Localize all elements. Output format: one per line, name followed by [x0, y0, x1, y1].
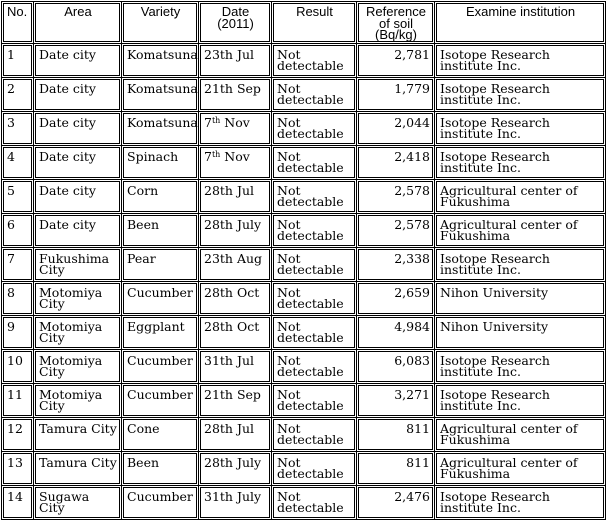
header-row: [2, 2, 606, 44]
cell-result: Not detectable: [272, 282, 357, 316]
cell-result: Not detectable: [272, 44, 357, 78]
table-row: [2, 112, 606, 146]
cell-area: Date city: [34, 112, 122, 146]
cell-result: Not detectable: [272, 452, 357, 486]
cell-no: 1: [2, 44, 34, 78]
cell-institution: Isotope Research institute Inc.: [435, 350, 606, 384]
cell-date-month: Jul: [232, 353, 255, 368]
cell-result: Not detectable: [272, 248, 357, 282]
cell-area: Date city: [34, 44, 122, 78]
cell-date: [199, 384, 272, 418]
cell-date-day: 23th: [204, 251, 233, 266]
header-area: Area: [34, 2, 122, 44]
cell-reference: 2,476: [357, 486, 435, 520]
cell-date-month: Sep: [232, 81, 261, 96]
cell-date-month: Nov: [220, 115, 250, 130]
cell-variety: Eggplant: [122, 316, 199, 350]
cell-date-day: 28th: [204, 217, 233, 232]
cell-no: 10: [2, 350, 34, 384]
table-row: [2, 180, 606, 214]
cell-reference: 2,578: [357, 180, 435, 214]
table-row: [2, 418, 606, 452]
header-variety: Variety: [122, 2, 199, 44]
table-header: [2, 2, 606, 44]
cell-area: Date city: [34, 214, 122, 248]
cell-reference: 811: [357, 452, 435, 486]
header-result: Result: [272, 2, 357, 44]
cell-date-day: 23th: [204, 47, 233, 62]
cell-institution: Agricultural center of Fukushima: [435, 180, 606, 214]
header-date-line1: Date: [221, 4, 250, 19]
cell-date: [199, 452, 272, 486]
cell-area: Date city: [34, 146, 122, 180]
cell-result: Not detectable: [272, 384, 357, 418]
cell-reference: 4,984: [357, 316, 435, 350]
cell-date: [199, 44, 272, 78]
cell-date-month: Jul: [232, 183, 255, 198]
cell-area: Motomiya City: [34, 350, 122, 384]
cell-institution: Nihon University: [435, 282, 606, 316]
cell-institution: Isotope Research institute Inc.: [435, 78, 606, 112]
cell-reference: 811: [357, 418, 435, 452]
cell-institution: Nihon University: [435, 316, 606, 350]
cell-variety: Spinach: [122, 146, 199, 180]
cell-date-day: 28th: [204, 421, 233, 436]
cell-area: Motomiya City: [34, 282, 122, 316]
cell-date: [199, 180, 272, 214]
cell-result: Not detectable: [272, 112, 357, 146]
table-body: [2, 44, 606, 520]
cell-no: 12: [2, 418, 34, 452]
cell-variety: Komatsuna: [122, 44, 199, 78]
cell-no: 13: [2, 452, 34, 486]
cell-no: 4: [2, 146, 34, 180]
cell-no: 3: [2, 112, 34, 146]
cell-date: [199, 350, 272, 384]
cell-area: Fukushima City: [34, 248, 122, 282]
cell-reference: 2,044: [357, 112, 435, 146]
cell-variety: Cucumber: [122, 384, 199, 418]
cell-date-month: Aug: [232, 251, 263, 266]
cell-date-month: July: [232, 455, 262, 470]
radioactivity-survey-table: [1, 1, 606, 520]
cell-date: [199, 146, 272, 180]
cell-date-month: Nov: [220, 149, 250, 164]
cell-date: [199, 78, 272, 112]
cell-variety: Komatsuna: [122, 112, 199, 146]
cell-result: Not detectable: [272, 418, 357, 452]
cell-institution: Agricultural center of Fukushima: [435, 214, 606, 248]
cell-institution: Isotope Research institute Inc.: [435, 112, 606, 146]
cell-date-day: 28th: [204, 285, 233, 300]
cell-no: 7: [2, 248, 34, 282]
header-reference-line2: of soil: [379, 15, 413, 31]
cell-date: [199, 214, 272, 248]
cell-date-day: 7: [204, 115, 212, 130]
cell-variety: Corn: [122, 180, 199, 214]
cell-result: Not detectable: [272, 180, 357, 214]
cell-date-day: 31th: [204, 353, 233, 368]
header-institution: Examine institution: [435, 2, 606, 44]
cell-area: Sugawa City: [34, 486, 122, 520]
cell-date-day: 7: [204, 149, 212, 164]
cell-variety: Cucumber: [122, 282, 199, 316]
cell-no: 5: [2, 180, 34, 214]
cell-date: [199, 316, 272, 350]
cell-variety: Komatsuna: [122, 78, 199, 112]
cell-date-day: 28th: [204, 319, 233, 334]
cell-institution: Isotope Research institute Inc.: [435, 384, 606, 418]
cell-variety: Pear: [122, 248, 199, 282]
cell-date: [199, 418, 272, 452]
cell-no: 14: [2, 486, 34, 520]
header-date-line2: (2011): [217, 15, 254, 31]
cell-result: Not detectable: [272, 350, 357, 384]
cell-area: Tamura City: [34, 418, 122, 452]
cell-reference: 2,781: [357, 44, 435, 78]
table-row: [2, 214, 606, 248]
cell-no: 9: [2, 316, 34, 350]
cell-no: 2: [2, 78, 34, 112]
cell-date-ordinal: th: [211, 150, 221, 159]
cell-variety: Cone: [122, 418, 199, 452]
cell-date: [199, 282, 272, 316]
cell-date-month: July: [232, 217, 262, 232]
cell-date-day: 21th: [204, 387, 233, 402]
cell-reference: 6,083: [357, 350, 435, 384]
table-row: [2, 452, 606, 486]
cell-area: Date city: [34, 78, 122, 112]
cell-date-day: 21th: [204, 81, 233, 96]
table-row: [2, 78, 606, 112]
cell-result: Not detectable: [272, 486, 357, 520]
cell-variety: Cucumber: [122, 486, 199, 520]
cell-institution: Agricultural center of Fukushima: [435, 452, 606, 486]
header-date: [199, 2, 272, 44]
cell-date: [199, 486, 272, 520]
cell-date-day: 28th: [204, 455, 233, 470]
cell-reference: 2,659: [357, 282, 435, 316]
cell-area: Date city: [34, 180, 122, 214]
cell-no: 11: [2, 384, 34, 418]
cell-result: Not detectable: [272, 316, 357, 350]
header-reference-line3: (Bq/kg): [375, 27, 417, 42]
cell-area: Motomiya City: [34, 316, 122, 350]
table-row: [2, 248, 606, 282]
cell-date: [199, 248, 272, 282]
cell-date-month: Oct: [232, 285, 260, 300]
table-row: [2, 384, 606, 418]
cell-area: Motomiya City: [34, 384, 122, 418]
cell-institution: Isotope Research institute Inc.: [435, 486, 606, 520]
cell-reference: 2,338: [357, 248, 435, 282]
cell-institution: Agricultural center of Fukushima: [435, 418, 606, 452]
header-no: No.: [2, 2, 34, 44]
cell-result: Not detectable: [272, 146, 357, 180]
cell-date: [199, 112, 272, 146]
table-row: [2, 282, 606, 316]
cell-date-ordinal: th: [211, 116, 221, 125]
cell-institution: Isotope Research institute Inc.: [435, 146, 606, 180]
cell-area: Tamura City: [34, 452, 122, 486]
cell-date-month: Oct: [232, 319, 260, 334]
table-row: [2, 146, 606, 180]
cell-reference: 2,578: [357, 214, 435, 248]
cell-date-month: Sep: [232, 387, 261, 402]
cell-date-month: July: [232, 489, 262, 504]
cell-institution: Isotope Research institute Inc.: [435, 44, 606, 78]
header-reference-line1: Reference: [366, 4, 426, 19]
cell-date-day: 31th: [204, 489, 233, 504]
header-reference: [357, 2, 435, 44]
cell-variety: Been: [122, 452, 199, 486]
cell-result: Not detectable: [272, 78, 357, 112]
cell-reference: 3,271: [357, 384, 435, 418]
table-row: [2, 316, 606, 350]
cell-no: 8: [2, 282, 34, 316]
cell-date-month: Jul: [232, 421, 255, 436]
cell-result: Not detectable: [272, 214, 357, 248]
table-row: [2, 350, 606, 384]
cell-date-day: 28th: [204, 183, 233, 198]
cell-date-month: Jul: [232, 47, 255, 62]
cell-no: 6: [2, 214, 34, 248]
cell-reference: 1,779: [357, 78, 435, 112]
cell-reference: 2,418: [357, 146, 435, 180]
table-row: [2, 44, 606, 78]
cell-variety: Been: [122, 214, 199, 248]
cell-variety: Cucumber: [122, 350, 199, 384]
cell-institution: Isotope Research institute Inc.: [435, 248, 606, 282]
table-row: [2, 486, 606, 520]
